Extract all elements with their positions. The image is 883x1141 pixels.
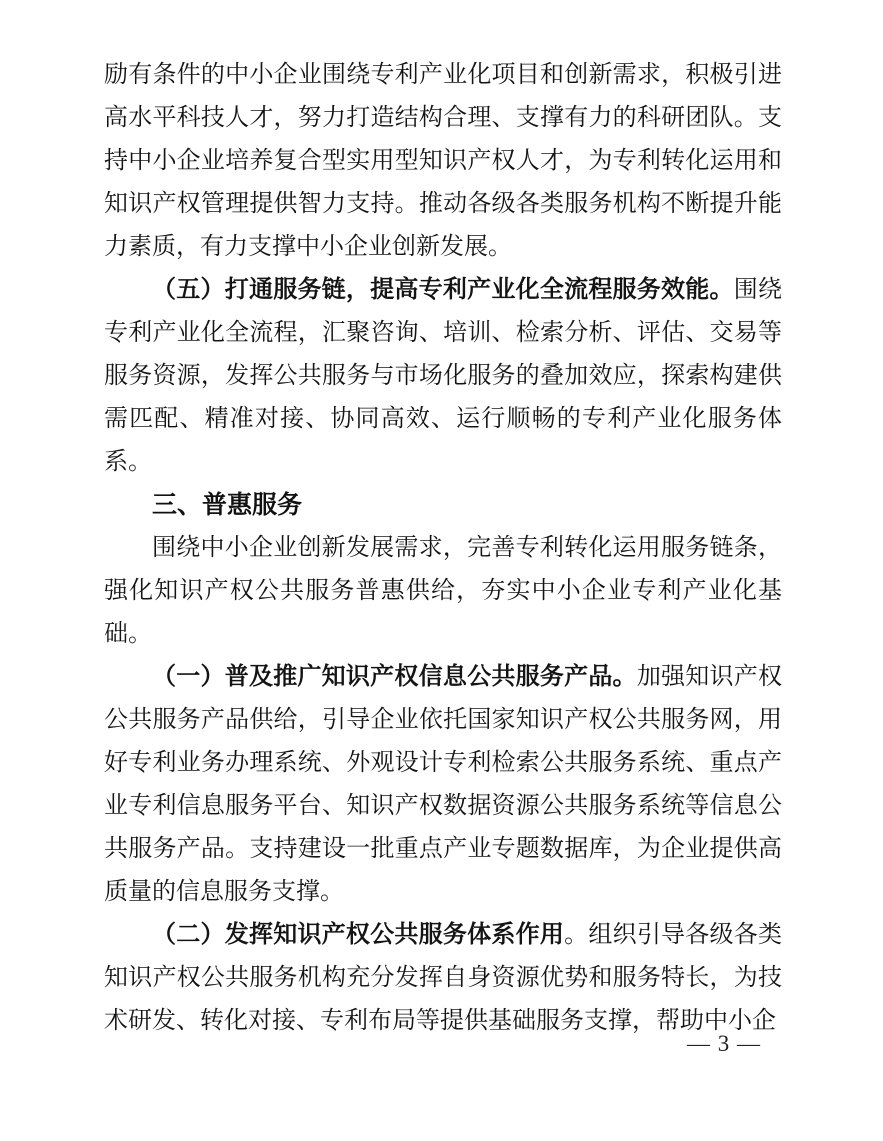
section-2-paragraph: [104, 914, 782, 1043]
section-1-paragraph: [104, 656, 782, 914]
section-1-body: 加强知识产权公共服务产品供给，引导企业依托国家知识产权公共服务网，用好专利业务办理系统、外观设计专利检索公共服务系统、重点产业专利信息服务平台、知识产权数据资源公共服务系统等信息公共服务产品。支持建设一批重点产业专题数据库，为企业提供高质量的信息服务支撑。: [104, 664, 783, 905]
section-5-body: 围绕专利产业化全流程，汇聚咨询、培训、检索分析、评估、交易等服务资源，发挥公共服务与市场化服务的叠加效应，探索构建供需匹配、精准对接、协同高效、运行顺畅的专利产业化服务体系。: [104, 277, 783, 475]
section-1-lead: （一）普及推广知识产权信息公共服务产品。: [152, 664, 637, 690]
page-number: — 3 —: [687, 1031, 761, 1056]
section-2-lead: （二）发挥知识产权公共服务体系作用: [152, 922, 565, 948]
part-3-intro-paragraph: [104, 527, 782, 656]
paragraph-continuation: [104, 54, 782, 269]
paragraph-text: 励有条件的中小企业围绕专利产业化项目和创新需求，积极引进高水平科技人才，努力打造结构合理、支撑有力的科研团队。支持中小企业培养复合型实用型知识产权人才，为专利转化运用和知识产权管理提供智力支持。推动各级各类服务机构不断提升能力素质，有力支撑中小企业创新发展。: [104, 62, 782, 260]
document-body: [104, 54, 782, 1043]
part-3-intro-text: 围绕中小企业创新发展需求，完善专利转化运用服务链条，强化知识产权公共服务普惠供给，夯实中小企业专利产业化基础。: [104, 535, 782, 647]
section-5-lead: （五）打通服务链，提高专利产业化全流程服务效能。: [152, 277, 734, 303]
part-3-heading: 三、普惠服务: [152, 491, 303, 519]
section-2-body: 。组织引导各级各类知识产权公共服务机构充分发挥自身资源优势和服务特长，为技术研发、转化对接、专利布局等提供基础服务支撑，帮助中小企: [104, 922, 783, 1034]
section-5-paragraph: [104, 269, 782, 484]
